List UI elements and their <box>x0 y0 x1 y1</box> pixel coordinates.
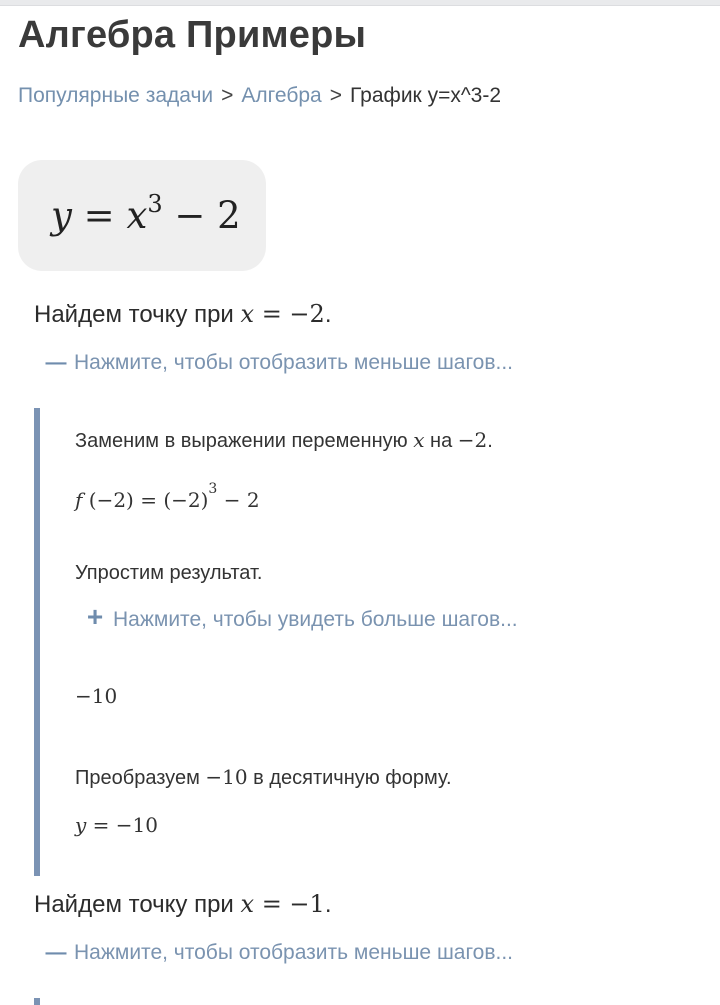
math-exponent: 3 <box>147 190 163 218</box>
problem-equation <box>51 190 241 237</box>
math-expression: = −10 <box>86 813 158 837</box>
simplify-text: Упростим результат. <box>75 562 263 584</box>
problem-statement-box <box>18 160 266 271</box>
minus-icon: — <box>45 941 67 964</box>
breadcrumb <box>18 84 501 108</box>
breadcrumb-algebra[interactable]: Алгебра <box>241 84 322 107</box>
step-heading-period: . <box>324 891 332 918</box>
top-divider <box>0 0 720 6</box>
show-fewer-steps-toggle[interactable] <box>43 351 513 375</box>
function-evaluation <box>75 481 260 512</box>
math-var-x: x <box>126 194 148 237</box>
math-value: −2 <box>457 428 488 452</box>
step-heading-text: Найдем точку при <box>34 301 241 328</box>
math-constant: − 2 <box>217 488 260 512</box>
math-var-y: y <box>51 194 72 237</box>
convert-prefix: Преобразуем <box>75 767 206 789</box>
substitute-text <box>75 428 493 453</box>
math-var-y: y <box>75 813 87 837</box>
page-title: Алгебра Примеры <box>18 14 367 56</box>
toggle-label: Нажмите, чтобы отобразить меньше шагов... <box>74 351 514 374</box>
convert-suffix: в десятичную форму. <box>247 767 452 789</box>
substitute-mid: на <box>424 430 458 452</box>
substitute-prefix: Заменим в выражении переменную <box>75 430 414 452</box>
math-expression: = −2 <box>254 300 325 328</box>
math-equals: = <box>71 194 127 237</box>
math-expression: = −1 <box>254 890 325 918</box>
show-fewer-steps-toggle[interactable] <box>43 941 513 965</box>
math-expression: (−2) = (−2) <box>82 488 209 512</box>
minus-icon: — <box>45 351 67 374</box>
math-value: −10 <box>205 765 248 789</box>
final-result <box>75 813 158 837</box>
math-constant: − 2 <box>162 194 241 237</box>
substitute-period: . <box>487 430 493 452</box>
step-heading <box>34 890 331 919</box>
show-more-steps-toggle[interactable] <box>82 601 518 632</box>
convert-text <box>75 765 452 790</box>
simplify-result: −10 <box>75 684 118 708</box>
breadcrumb-separator: > <box>329 84 342 107</box>
math-var-x: x <box>413 428 425 452</box>
toggle-label: Нажмите, чтобы отобразить меньше шагов... <box>74 941 514 964</box>
toggle-label: Нажмите, чтобы увидеть больше шагов... <box>113 608 518 631</box>
plus-icon: + <box>86 601 104 632</box>
step-heading <box>34 300 331 329</box>
breadcrumb-separator: > <box>221 84 234 107</box>
math-var-x: x <box>240 890 255 918</box>
math-exponent: 3 <box>208 481 218 497</box>
steps-detail-bar <box>34 408 40 876</box>
math-func-f: f <box>75 488 83 512</box>
breadcrumb-current: График y=x^3-2 <box>349 84 502 107</box>
breadcrumb-popular-problems[interactable]: Популярные задачи <box>18 84 214 107</box>
math-var-x: x <box>240 300 255 328</box>
steps-detail-bar <box>34 998 40 1005</box>
step-heading-text: Найдем точку при <box>34 891 241 918</box>
step-heading-period: . <box>324 301 332 328</box>
